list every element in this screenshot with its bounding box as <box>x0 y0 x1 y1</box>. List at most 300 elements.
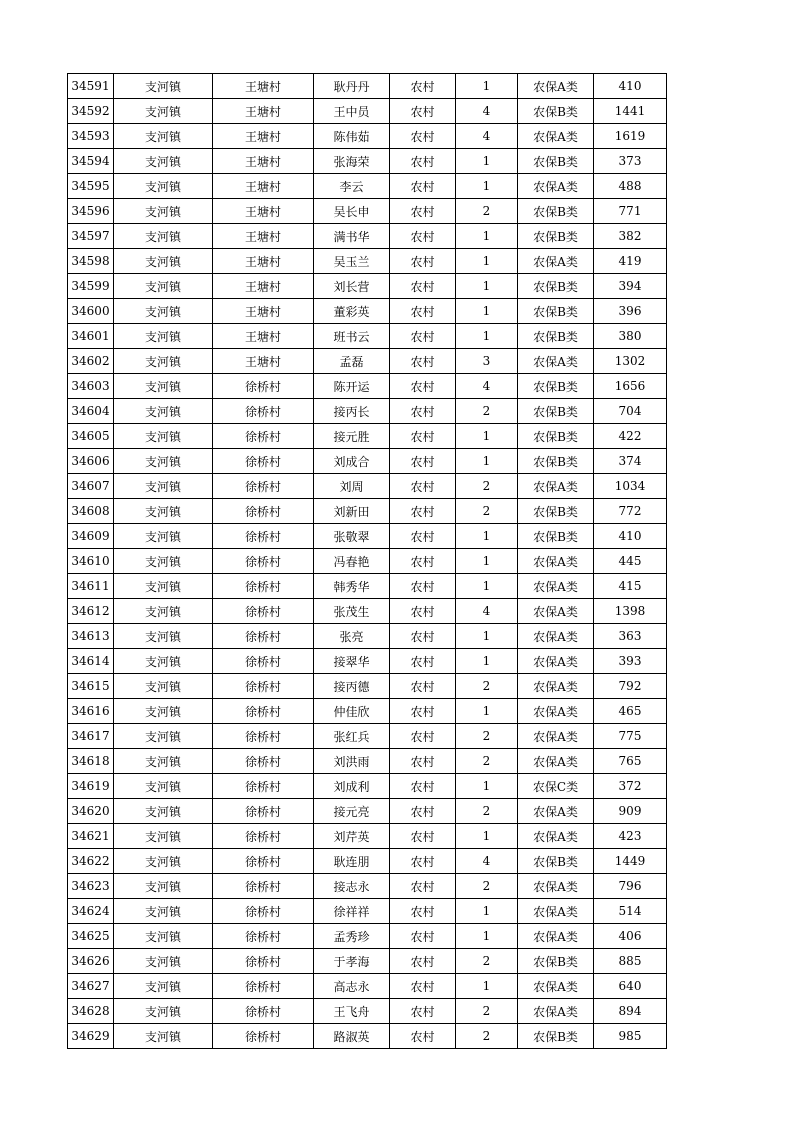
person-name-cell: 高志永 <box>314 974 390 999</box>
row-number-cell: 34598 <box>68 249 114 274</box>
amount-cell: 894 <box>594 999 667 1024</box>
town-cell: 支河镇 <box>114 724 213 749</box>
town-cell: 支河镇 <box>114 524 213 549</box>
table-row <box>68 449 667 474</box>
area-type-cell: 农村 <box>390 474 456 499</box>
village-cell: 徐桥村 <box>213 474 314 499</box>
row-number-cell: 34628 <box>68 999 114 1024</box>
row-number-cell: 34602 <box>68 349 114 374</box>
table-row <box>68 999 667 1024</box>
amount-cell: 422 <box>594 424 667 449</box>
town-cell: 支河镇 <box>114 699 213 724</box>
row-number-cell: 34608 <box>68 499 114 524</box>
row-number-cell: 34609 <box>68 524 114 549</box>
village-cell: 徐桥村 <box>213 624 314 649</box>
row-number-cell: 34622 <box>68 849 114 874</box>
row-number-cell: 34600 <box>68 299 114 324</box>
table-row <box>68 624 667 649</box>
person-name-cell: 接元亮 <box>314 799 390 824</box>
village-cell: 王塘村 <box>213 349 314 374</box>
insurance-category-cell: 农保B类 <box>518 274 594 299</box>
village-cell: 徐桥村 <box>213 499 314 524</box>
village-cell: 王塘村 <box>213 124 314 149</box>
town-cell: 支河镇 <box>114 749 213 774</box>
row-number-cell: 34621 <box>68 824 114 849</box>
person-name-cell: 陈伟茹 <box>314 124 390 149</box>
area-type-cell: 农村 <box>390 399 456 424</box>
table-row <box>68 399 667 424</box>
area-type-cell: 农村 <box>390 224 456 249</box>
amount-cell: 514 <box>594 899 667 924</box>
town-cell: 支河镇 <box>114 199 213 224</box>
insurance-category-cell: 农保B类 <box>518 374 594 399</box>
household-count-cell: 1 <box>456 174 518 199</box>
row-number-cell: 34592 <box>68 99 114 124</box>
area-type-cell: 农村 <box>390 624 456 649</box>
row-number-cell: 34604 <box>68 399 114 424</box>
person-name-cell: 刘长营 <box>314 274 390 299</box>
insurance-category-cell: 农保A类 <box>518 549 594 574</box>
row-number-cell: 34606 <box>68 449 114 474</box>
amount-cell: 410 <box>594 74 667 99</box>
amount-cell: 406 <box>594 924 667 949</box>
village-cell: 徐桥村 <box>213 999 314 1024</box>
amount-cell: 796 <box>594 874 667 899</box>
town-cell: 支河镇 <box>114 174 213 199</box>
area-type-cell: 农村 <box>390 774 456 799</box>
household-count-cell: 4 <box>456 599 518 624</box>
person-name-cell: 仲佳欣 <box>314 699 390 724</box>
area-type-cell: 农村 <box>390 199 456 224</box>
row-number-cell: 34617 <box>68 724 114 749</box>
row-number-cell: 34594 <box>68 149 114 174</box>
town-cell: 支河镇 <box>114 424 213 449</box>
amount-cell: 792 <box>594 674 667 699</box>
village-cell: 徐桥村 <box>213 824 314 849</box>
insurance-category-cell: 农保A类 <box>518 999 594 1024</box>
row-number-cell: 34603 <box>68 374 114 399</box>
amount-cell: 396 <box>594 299 667 324</box>
amount-cell: 640 <box>594 974 667 999</box>
data-table <box>67 73 667 1049</box>
row-number-cell: 34591 <box>68 74 114 99</box>
household-count-cell: 2 <box>456 399 518 424</box>
table-row <box>68 1024 667 1049</box>
area-type-cell: 农村 <box>390 899 456 924</box>
insurance-category-cell: 农保B类 <box>518 199 594 224</box>
village-cell: 王塘村 <box>213 74 314 99</box>
insurance-category-cell: 农保A类 <box>518 799 594 824</box>
row-number-cell: 34625 <box>68 924 114 949</box>
area-type-cell: 农村 <box>390 499 456 524</box>
amount-cell: 1656 <box>594 374 667 399</box>
area-type-cell: 农村 <box>390 874 456 899</box>
area-type-cell: 农村 <box>390 174 456 199</box>
insurance-category-cell: 农保B类 <box>518 949 594 974</box>
area-type-cell: 农村 <box>390 974 456 999</box>
table-row <box>68 349 667 374</box>
town-cell: 支河镇 <box>114 549 213 574</box>
household-count-cell: 2 <box>456 749 518 774</box>
table-row <box>68 174 667 199</box>
village-cell: 徐桥村 <box>213 1024 314 1049</box>
village-cell: 徐桥村 <box>213 424 314 449</box>
area-type-cell: 农村 <box>390 799 456 824</box>
person-name-cell: 班书云 <box>314 324 390 349</box>
table-body <box>68 74 667 1049</box>
table-row <box>68 274 667 299</box>
village-cell: 徐桥村 <box>213 749 314 774</box>
person-name-cell: 张海荣 <box>314 149 390 174</box>
area-type-cell: 农村 <box>390 999 456 1024</box>
amount-cell: 704 <box>594 399 667 424</box>
town-cell: 支河镇 <box>114 374 213 399</box>
village-cell: 王塘村 <box>213 99 314 124</box>
table-row <box>68 124 667 149</box>
insurance-category-cell: 农保B类 <box>518 424 594 449</box>
amount-cell: 775 <box>594 724 667 749</box>
amount-cell: 985 <box>594 1024 667 1049</box>
row-number-cell: 34616 <box>68 699 114 724</box>
insurance-category-cell: 农保C类 <box>518 774 594 799</box>
person-name-cell: 接元胜 <box>314 424 390 449</box>
household-count-cell: 1 <box>456 224 518 249</box>
table-row <box>68 299 667 324</box>
insurance-category-cell: 农保A类 <box>518 124 594 149</box>
area-type-cell: 农村 <box>390 649 456 674</box>
town-cell: 支河镇 <box>114 649 213 674</box>
amount-cell: 374 <box>594 449 667 474</box>
town-cell: 支河镇 <box>114 474 213 499</box>
row-number-cell: 34623 <box>68 874 114 899</box>
amount-cell: 363 <box>594 624 667 649</box>
town-cell: 支河镇 <box>114 224 213 249</box>
table-row <box>68 974 667 999</box>
insurance-category-cell: 农保A类 <box>518 74 594 99</box>
town-cell: 支河镇 <box>114 949 213 974</box>
amount-cell: 465 <box>594 699 667 724</box>
person-name-cell: 接丙长 <box>314 399 390 424</box>
person-name-cell: 李云 <box>314 174 390 199</box>
household-count-cell: 1 <box>456 774 518 799</box>
household-count-cell: 2 <box>456 999 518 1024</box>
amount-cell: 380 <box>594 324 667 349</box>
row-number-cell: 34614 <box>68 649 114 674</box>
area-type-cell: 农村 <box>390 574 456 599</box>
insurance-category-cell: 农保A类 <box>518 824 594 849</box>
person-name-cell: 张亮 <box>314 624 390 649</box>
village-cell: 王塘村 <box>213 174 314 199</box>
household-count-cell: 2 <box>456 799 518 824</box>
table-row <box>68 324 667 349</box>
insurance-category-cell: 农保B类 <box>518 324 594 349</box>
area-type-cell: 农村 <box>390 699 456 724</box>
row-number-cell: 34601 <box>68 324 114 349</box>
insurance-category-cell: 农保A类 <box>518 474 594 499</box>
person-name-cell: 于孝海 <box>314 949 390 974</box>
row-number-cell: 34593 <box>68 124 114 149</box>
village-cell: 徐桥村 <box>213 699 314 724</box>
person-name-cell: 吴长申 <box>314 199 390 224</box>
household-count-cell: 1 <box>456 74 518 99</box>
insurance-category-cell: 农保A类 <box>518 724 594 749</box>
area-type-cell: 农村 <box>390 449 456 474</box>
person-name-cell: 刘成合 <box>314 449 390 474</box>
area-type-cell: 农村 <box>390 99 456 124</box>
row-number-cell: 34615 <box>68 674 114 699</box>
household-count-cell: 1 <box>456 624 518 649</box>
village-cell: 王塘村 <box>213 274 314 299</box>
row-number-cell: 34605 <box>68 424 114 449</box>
amount-cell: 393 <box>594 649 667 674</box>
village-cell: 徐桥村 <box>213 549 314 574</box>
household-count-cell: 2 <box>456 724 518 749</box>
household-count-cell: 4 <box>456 374 518 399</box>
household-count-cell: 1 <box>456 824 518 849</box>
village-cell: 徐桥村 <box>213 399 314 424</box>
village-cell: 王塘村 <box>213 249 314 274</box>
insurance-category-cell: 农保B类 <box>518 524 594 549</box>
insurance-category-cell: 农保A类 <box>518 674 594 699</box>
insurance-category-cell: 农保A类 <box>518 249 594 274</box>
insurance-category-cell: 农保A类 <box>518 649 594 674</box>
household-count-cell: 1 <box>456 324 518 349</box>
row-number-cell: 34597 <box>68 224 114 249</box>
town-cell: 支河镇 <box>114 574 213 599</box>
insurance-category-cell: 农保A类 <box>518 699 594 724</box>
amount-cell: 1034 <box>594 474 667 499</box>
person-name-cell: 韩秀华 <box>314 574 390 599</box>
row-number-cell: 34595 <box>68 174 114 199</box>
table-row <box>68 824 667 849</box>
town-cell: 支河镇 <box>114 1024 213 1049</box>
amount-cell: 1619 <box>594 124 667 149</box>
village-cell: 徐桥村 <box>213 524 314 549</box>
household-count-cell: 2 <box>456 199 518 224</box>
village-cell: 徐桥村 <box>213 874 314 899</box>
person-name-cell: 吴玉兰 <box>314 249 390 274</box>
area-type-cell: 农村 <box>390 749 456 774</box>
town-cell: 支河镇 <box>114 674 213 699</box>
household-count-cell: 4 <box>456 124 518 149</box>
town-cell: 支河镇 <box>114 849 213 874</box>
area-type-cell: 农村 <box>390 824 456 849</box>
household-count-cell: 1 <box>456 424 518 449</box>
household-count-cell: 2 <box>456 499 518 524</box>
insurance-category-cell: 农保B类 <box>518 149 594 174</box>
town-cell: 支河镇 <box>114 249 213 274</box>
household-count-cell: 1 <box>456 974 518 999</box>
person-name-cell: 王中员 <box>314 99 390 124</box>
amount-cell: 1302 <box>594 349 667 374</box>
table-row <box>68 899 667 924</box>
table-row <box>68 849 667 874</box>
household-count-cell: 1 <box>456 274 518 299</box>
table-row <box>68 74 667 99</box>
amount-cell: 1449 <box>594 849 667 874</box>
person-name-cell: 陈开运 <box>314 374 390 399</box>
household-count-cell: 1 <box>456 699 518 724</box>
insurance-category-cell: 农保A类 <box>518 749 594 774</box>
person-name-cell: 接翠华 <box>314 649 390 674</box>
amount-cell: 885 <box>594 949 667 974</box>
insurance-category-cell: 农保B类 <box>518 499 594 524</box>
person-name-cell: 刘成利 <box>314 774 390 799</box>
town-cell: 支河镇 <box>114 824 213 849</box>
row-number-cell: 34624 <box>68 899 114 924</box>
household-count-cell: 2 <box>456 674 518 699</box>
town-cell: 支河镇 <box>114 399 213 424</box>
area-type-cell: 农村 <box>390 149 456 174</box>
town-cell: 支河镇 <box>114 299 213 324</box>
amount-cell: 394 <box>594 274 667 299</box>
row-number-cell: 34626 <box>68 949 114 974</box>
household-count-cell: 1 <box>456 649 518 674</box>
amount-cell: 419 <box>594 249 667 274</box>
person-name-cell: 张茂生 <box>314 599 390 624</box>
row-number-cell: 34611 <box>68 574 114 599</box>
amount-cell: 771 <box>594 199 667 224</box>
row-number-cell: 34629 <box>68 1024 114 1049</box>
person-name-cell: 路淑英 <box>314 1024 390 1049</box>
town-cell: 支河镇 <box>114 974 213 999</box>
table-row <box>68 499 667 524</box>
person-name-cell: 刘新田 <box>314 499 390 524</box>
row-number-cell: 34627 <box>68 974 114 999</box>
household-count-cell: 2 <box>456 1024 518 1049</box>
household-count-cell: 1 <box>456 249 518 274</box>
town-cell: 支河镇 <box>114 74 213 99</box>
person-name-cell: 孟磊 <box>314 349 390 374</box>
table-row <box>68 949 667 974</box>
row-number-cell: 34620 <box>68 799 114 824</box>
amount-cell: 373 <box>594 149 667 174</box>
person-name-cell: 满书华 <box>314 224 390 249</box>
insurance-category-cell: 农保B类 <box>518 224 594 249</box>
household-count-cell: 1 <box>456 299 518 324</box>
amount-cell: 445 <box>594 549 667 574</box>
amount-cell: 423 <box>594 824 667 849</box>
household-count-cell: 1 <box>456 574 518 599</box>
table-row <box>68 424 667 449</box>
person-name-cell: 刘周 <box>314 474 390 499</box>
table-row <box>68 149 667 174</box>
person-name-cell: 接丙德 <box>314 674 390 699</box>
table-row <box>68 99 667 124</box>
row-number-cell: 34599 <box>68 274 114 299</box>
insurance-category-cell: 农保B类 <box>518 99 594 124</box>
area-type-cell: 农村 <box>390 524 456 549</box>
town-cell: 支河镇 <box>114 274 213 299</box>
insurance-category-cell: 农保A类 <box>518 174 594 199</box>
amount-cell: 765 <box>594 749 667 774</box>
household-count-cell: 1 <box>456 149 518 174</box>
area-type-cell: 农村 <box>390 324 456 349</box>
town-cell: 支河镇 <box>114 149 213 174</box>
town-cell: 支河镇 <box>114 874 213 899</box>
town-cell: 支河镇 <box>114 799 213 824</box>
household-count-cell: 1 <box>456 924 518 949</box>
town-cell: 支河镇 <box>114 349 213 374</box>
town-cell: 支河镇 <box>114 599 213 624</box>
amount-cell: 410 <box>594 524 667 549</box>
table-row <box>68 749 667 774</box>
town-cell: 支河镇 <box>114 449 213 474</box>
table-row <box>68 549 667 574</box>
person-name-cell: 接志永 <box>314 874 390 899</box>
village-cell: 王塘村 <box>213 324 314 349</box>
area-type-cell: 农村 <box>390 124 456 149</box>
household-count-cell: 2 <box>456 474 518 499</box>
insurance-category-cell: 农保A类 <box>518 349 594 374</box>
household-count-cell: 3 <box>456 349 518 374</box>
village-cell: 徐桥村 <box>213 774 314 799</box>
town-cell: 支河镇 <box>114 124 213 149</box>
person-name-cell: 董彩英 <box>314 299 390 324</box>
amount-cell: 415 <box>594 574 667 599</box>
person-name-cell: 耿丹丹 <box>314 74 390 99</box>
town-cell: 支河镇 <box>114 624 213 649</box>
row-number-cell: 34619 <box>68 774 114 799</box>
table-row <box>68 799 667 824</box>
village-cell: 徐桥村 <box>213 974 314 999</box>
household-count-cell: 2 <box>456 874 518 899</box>
person-name-cell: 冯春艳 <box>314 549 390 574</box>
insurance-category-cell: 农保B类 <box>518 299 594 324</box>
village-cell: 徐桥村 <box>213 674 314 699</box>
area-type-cell: 农村 <box>390 424 456 449</box>
row-number-cell: 34613 <box>68 624 114 649</box>
village-cell: 王塘村 <box>213 199 314 224</box>
area-type-cell: 农村 <box>390 249 456 274</box>
village-cell: 徐桥村 <box>213 449 314 474</box>
insurance-category-cell: 农保B类 <box>518 1024 594 1049</box>
household-count-cell: 2 <box>456 949 518 974</box>
village-cell: 徐桥村 <box>213 374 314 399</box>
town-cell: 支河镇 <box>114 899 213 924</box>
village-cell: 徐桥村 <box>213 599 314 624</box>
insurance-category-cell: 农保A类 <box>518 574 594 599</box>
town-cell: 支河镇 <box>114 499 213 524</box>
area-type-cell: 农村 <box>390 724 456 749</box>
insurance-category-cell: 农保B类 <box>518 849 594 874</box>
area-type-cell: 农村 <box>390 849 456 874</box>
person-name-cell: 张敬翠 <box>314 524 390 549</box>
person-name-cell: 王飞舟 <box>314 999 390 1024</box>
household-count-cell: 1 <box>456 449 518 474</box>
row-number-cell: 34607 <box>68 474 114 499</box>
table-row <box>68 249 667 274</box>
table-row <box>68 224 667 249</box>
area-type-cell: 农村 <box>390 1024 456 1049</box>
village-cell: 徐桥村 <box>213 724 314 749</box>
area-type-cell: 农村 <box>390 74 456 99</box>
table-row <box>68 724 667 749</box>
amount-cell: 772 <box>594 499 667 524</box>
village-cell: 徐桥村 <box>213 574 314 599</box>
table-row <box>68 524 667 549</box>
table-row <box>68 374 667 399</box>
insurance-category-cell: 农保A类 <box>518 974 594 999</box>
person-name-cell: 刘芹英 <box>314 824 390 849</box>
town-cell: 支河镇 <box>114 774 213 799</box>
village-cell: 徐桥村 <box>213 899 314 924</box>
village-cell: 王塘村 <box>213 224 314 249</box>
town-cell: 支河镇 <box>114 924 213 949</box>
area-type-cell: 农村 <box>390 299 456 324</box>
insurance-category-cell: 农保B类 <box>518 449 594 474</box>
table-row <box>68 674 667 699</box>
